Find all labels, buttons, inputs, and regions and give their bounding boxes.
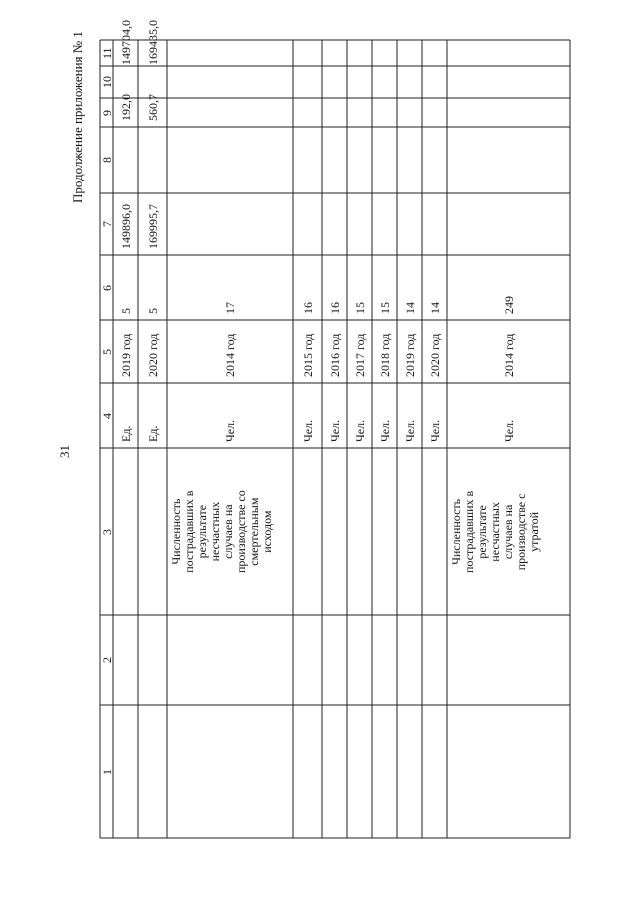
indicator-name: Численность пострадавших в результате несчастных случаев на производстве со смертельным исходом: [169, 490, 274, 573]
appendix-continuation-note: Продолжение приложения № 1: [70, 31, 85, 203]
year-cell: 2018 год: [377, 333, 392, 377]
value-cell-col6: 5: [118, 308, 133, 314]
year-cell: 2020 год: [145, 333, 160, 377]
value-cell-col6: 16: [300, 302, 315, 314]
indicator-name: Численность пострадавших в результате несчастных случаев на производстве с утратой: [449, 490, 541, 573]
unit-cell: Чел.: [300, 419, 315, 442]
column-number-1: 1: [99, 768, 114, 775]
column-number-11: 11: [99, 47, 114, 59]
value-cell-col6: 17: [223, 302, 237, 314]
column-number-9: 9: [99, 109, 114, 116]
column-number-2: 2: [99, 657, 114, 663]
column-number-5: 5: [99, 348, 114, 355]
value-cell-col11: 169435,0: [145, 20, 160, 65]
value-cell-col7: 149896,0: [118, 204, 133, 249]
unit-cell: Чел.: [223, 419, 237, 442]
year-cell: 2020 год: [427, 333, 442, 377]
column-number-6: 6: [99, 284, 114, 291]
column-number-3: 3: [99, 528, 114, 535]
unit-cell: Чел.: [352, 419, 367, 442]
value-cell-col6: 14: [402, 302, 417, 314]
value-cell-col7: 169995,7: [145, 204, 160, 249]
year-cell: 2016 год: [327, 333, 342, 377]
value-cell-col6: 249: [501, 296, 516, 314]
unit-cell: Ед.: [145, 425, 160, 442]
unit-cell: Чел.: [377, 419, 392, 442]
value-cell-col11: 149704,0: [118, 20, 133, 65]
value-cell-col9: 560,7: [145, 94, 160, 121]
unit-cell: Чел.: [327, 419, 342, 442]
value-cell-col6: 15: [352, 302, 367, 314]
year-cell: 2014 год: [501, 333, 516, 377]
value-cell-col6: 5: [145, 308, 160, 314]
year-cell: 2014 год: [223, 333, 237, 377]
column-number-4: 4: [99, 412, 114, 419]
page-number: 31: [57, 445, 72, 458]
value-cell-col6: 16: [327, 302, 342, 314]
year-cell: 2019 год: [118, 333, 133, 377]
value-cell-col9: 192,0: [118, 94, 133, 121]
unit-cell: Чел.: [501, 419, 516, 442]
column-number-8: 8: [99, 157, 114, 163]
value-cell-col6: 15: [377, 302, 392, 314]
year-cell: 2019 год: [402, 333, 417, 377]
year-cell: 2017 год: [352, 333, 367, 377]
column-number-7: 7: [99, 221, 114, 227]
unit-cell: Ед.: [118, 425, 133, 442]
value-cell-col6: 14: [427, 302, 442, 314]
unit-cell: Чел.: [402, 419, 417, 442]
unit-cell: Чел.: [427, 419, 442, 442]
year-cell: 2015 год: [300, 333, 315, 377]
column-number-10: 10: [99, 76, 114, 88]
